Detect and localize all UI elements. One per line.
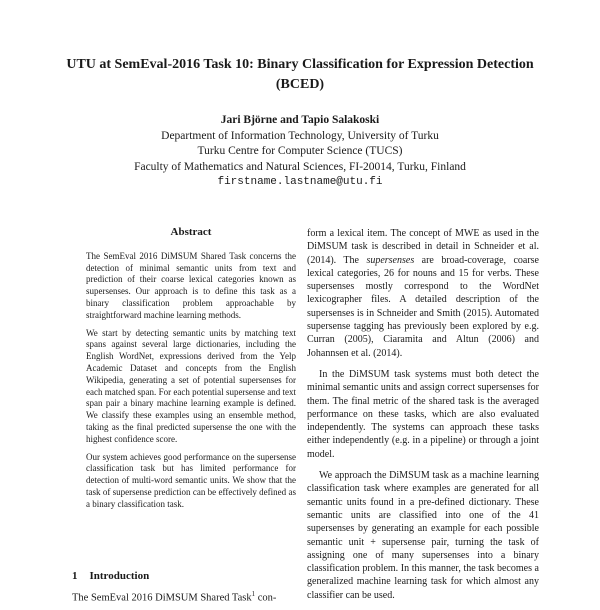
- body-paragraph-1: [307, 227, 539, 360]
- section-heading-introduction: [72, 570, 149, 582]
- intro-text-continued: con-: [255, 592, 277, 604]
- body-paragraph-1-part-b: are broad-coverage, coarse lexical categories, 26 for nouns and 15 for verbs. These supersenses mostly correspond to the WordNet lexicographer files. A detailed description of the supersenses is in Schneider and Smith (2015). Automated supersense tagging has previously been explored by e.g. Curran (2005), Ciaramita and Altun (2006) and Johannsen et al. (2014).: [307, 254, 539, 359]
- body-paragraph-3: We approach the DiMSUM task as a machine learning classification task where examples are generated for all semantic units found in a pre-defined dictionary. These semantic units are classified into one of the 41 supersenses by generating an example for each possible semantic unit + supersense pair, turning the task of assigning one of many supersenses into a binary classification problem. In this manner, the task becomes a generalized machine learning task for which almost any classifier can be used.: [307, 470, 539, 601]
- affiliation-1: Department of Information Technology, University of Turku: [161, 129, 439, 142]
- section-title: Introduction: [89, 570, 150, 582]
- author-names: Jari Björne and Tapio Salakoski: [220, 114, 380, 126]
- abstract-heading: Abstract: [170, 226, 212, 238]
- section-number: 1: [72, 570, 78, 582]
- author-email: firstname.lastname@utu.fi: [217, 176, 383, 188]
- abstract-paragraph-1: The SemEval 2016 DiMSUM Shared Task concerns the detection of minimal semantic units from text and prediction of their coarse lexical categories known as supersenses. Our approach is to define this task as a binary classification problem approachable by straightforward machine learning methods.: [86, 250, 296, 320]
- supersenses-term: supersenses: [366, 254, 415, 266]
- affiliation-3: Faculty of Mathematics and Natural Sciences, FI-20014, Turku, Finland: [134, 160, 466, 173]
- intro-text: The SemEval 2016 DiMSUM Shared Task: [72, 592, 252, 604]
- affiliation-2: Turku Centre for Computer Science (TUCS): [197, 145, 403, 157]
- left-column: [86, 227, 296, 517]
- body-paragraph-1-part-a: form a lexical item. The concept of MWE as used in the DiMSUM task is described in detail in Schneider et al. (2014). The: [307, 228, 539, 266]
- right-column: [307, 227, 539, 610]
- abstract-paragraph-3: Our system achieves good performance on the supersense classification task but has limited performance for detection of multi-word semantic units. We show that the task of supersense prediction can be effectively defined as a binary classification task.: [86, 451, 296, 509]
- introduction-first-line: [72, 588, 297, 605]
- body-paragraph-2: In the DiMSUM task systems must both detect the minimal semantic units and assign correct supersenses for them. The final metric of the shared task is the averaged performance on these tasks, which are also evaluated independently. The systems can approach these tasks either independently (e.g. in a pipeline) or through a joint model.: [307, 368, 539, 460]
- author-block: [60, 113, 540, 191]
- paper-title: UTU at SemEval-2016 Task 10: Binary Classification for Expression Detection (BCED): [66, 57, 534, 92]
- abstract-paragraph-2: We start by detecting semantic units by matching text spans against several large dictionaries, including the English WordNet, expressions derived from the Yelp Academic Dataset and concepts from the English Wikipedia, generating a set of potential supersenses for each matched span. For each potential supersense and text span pair a binary machine learning example is defined. We classify these examples using an ensemble method, taking as the final predicted supersense the one with the highest confidence score.: [86, 327, 296, 444]
- footnote-marker[interactable]: 1: [251, 590, 256, 598]
